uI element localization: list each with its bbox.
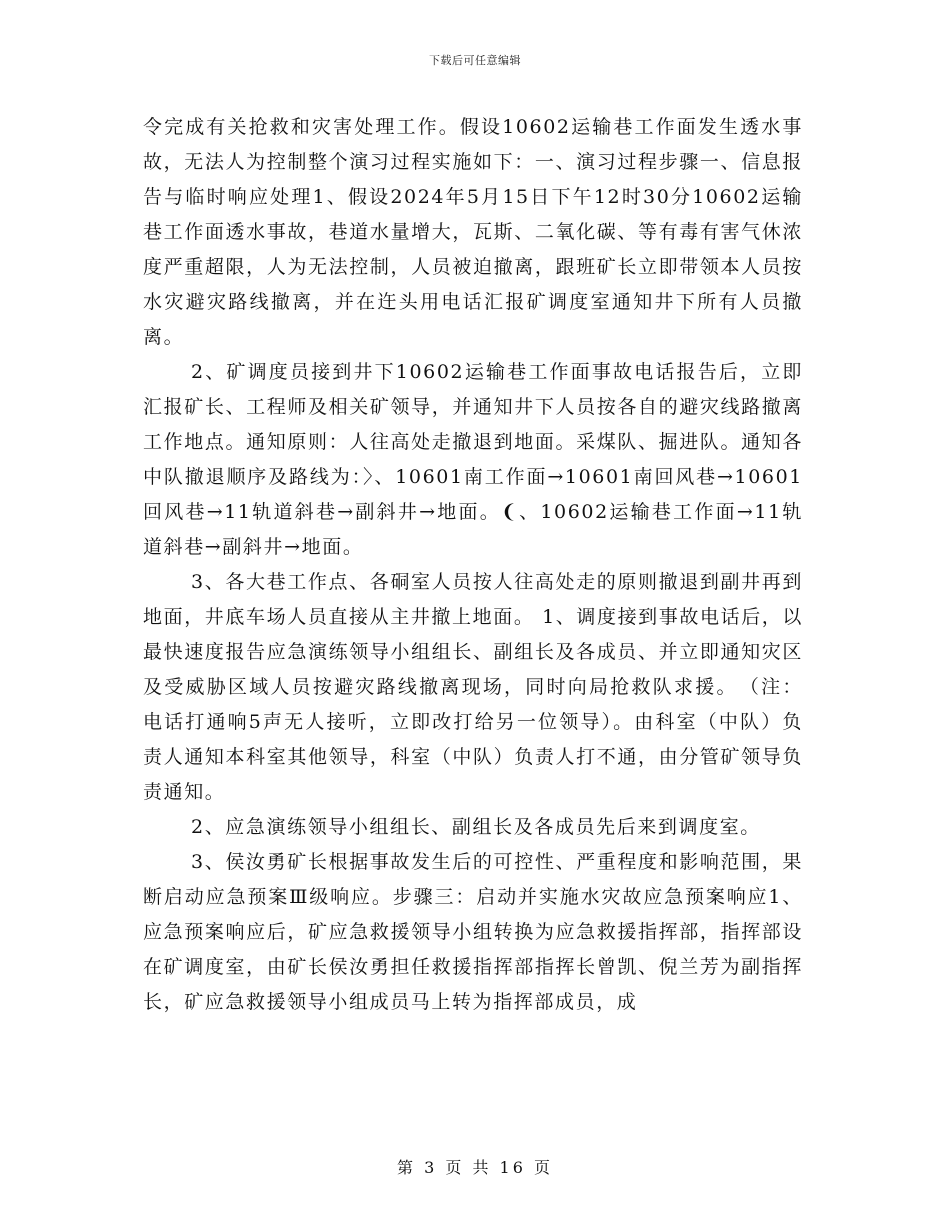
- paragraph-5: 3、侯汝勇矿长根据事故发生后的可控性、严重程度和影响范围，果断启动应急预案Ⅲ级响应。步骤三：启动并实施水灾故应急预案响应1、应急预案响应后，矿应急救援领导小组转换为应急救援指挥部，指挥部设在矿调度室，由矿长侯汝勇担任救援指挥部指挥长曾凯、倪兰芳为副指挥长，矿应急救援领导小组成员马上转为指挥部成员，成: [143, 851, 803, 1013]
- document-body: [143, 110, 803, 1020]
- paragraph-2: 2、矿调度员接到井下10602运输巷工作面事故电话报告后，立即汇报矿长、工程师及相关矿领导，并通知井下人员按各自的避灾线路撤离工作地点。通知原则：人往高处走撤退到地面。采煤队、掘进队。通知各中队撤退顺序及路线为：〉、10601南工作面→10601南回风巷→10601回风巷→11轨道斜巷→副斜井→地面。❨、10602运输巷工作面→11轨道斜巷→副斜井→地面。: [143, 361, 803, 558]
- paragraph-4: 2、应急演练领导小组组长、副组长及各成员先后来到调度室。: [191, 816, 761, 838]
- page-footer: 第 3 页 共 16 页: [397, 1158, 553, 1177]
- paragraph-1: 令完成有关抢救和灾害处理工作。假设10602运输巷工作面发生透水事故，无法人为控制整个演习过程实施如下：一、演习过程步骤一、信息报告与临时响应处理1、假设2024年5月15日下午12时30分10602运输巷工作面透水事故，巷道水量增大，瓦斯、二氧化碳、等有毒有害气休浓度严重超限，人为无法控制，人员被迫撤离，跟班矿长立即带领本人员按水灾避灾路线撤离，并在迕头用电话汇报矿调度室通知井下所有人员撤离。: [143, 116, 803, 348]
- page-header: 下载后可任意编辑: [429, 54, 521, 67]
- paragraph-3: 3、各大巷工作点、各硐室人员按人往高处走的原则撤退到副井再到地面，井底车场人员直接从主井撤上地面。 1、调度接到事故电话后，以最快速度报告应急演练领导小组组长、副组长及各成员、并立即通知灾区及受威胁区域人员按避灾路线撤离现场，同时向局抢救队求援。 （注：电话打通响5声无人接听，立即改打给另一位领导）。由科室（中队）负责人通知本科室其他领导，科室（中队）负责人打不通，由分管矿领导负责通知。: [143, 571, 803, 803]
